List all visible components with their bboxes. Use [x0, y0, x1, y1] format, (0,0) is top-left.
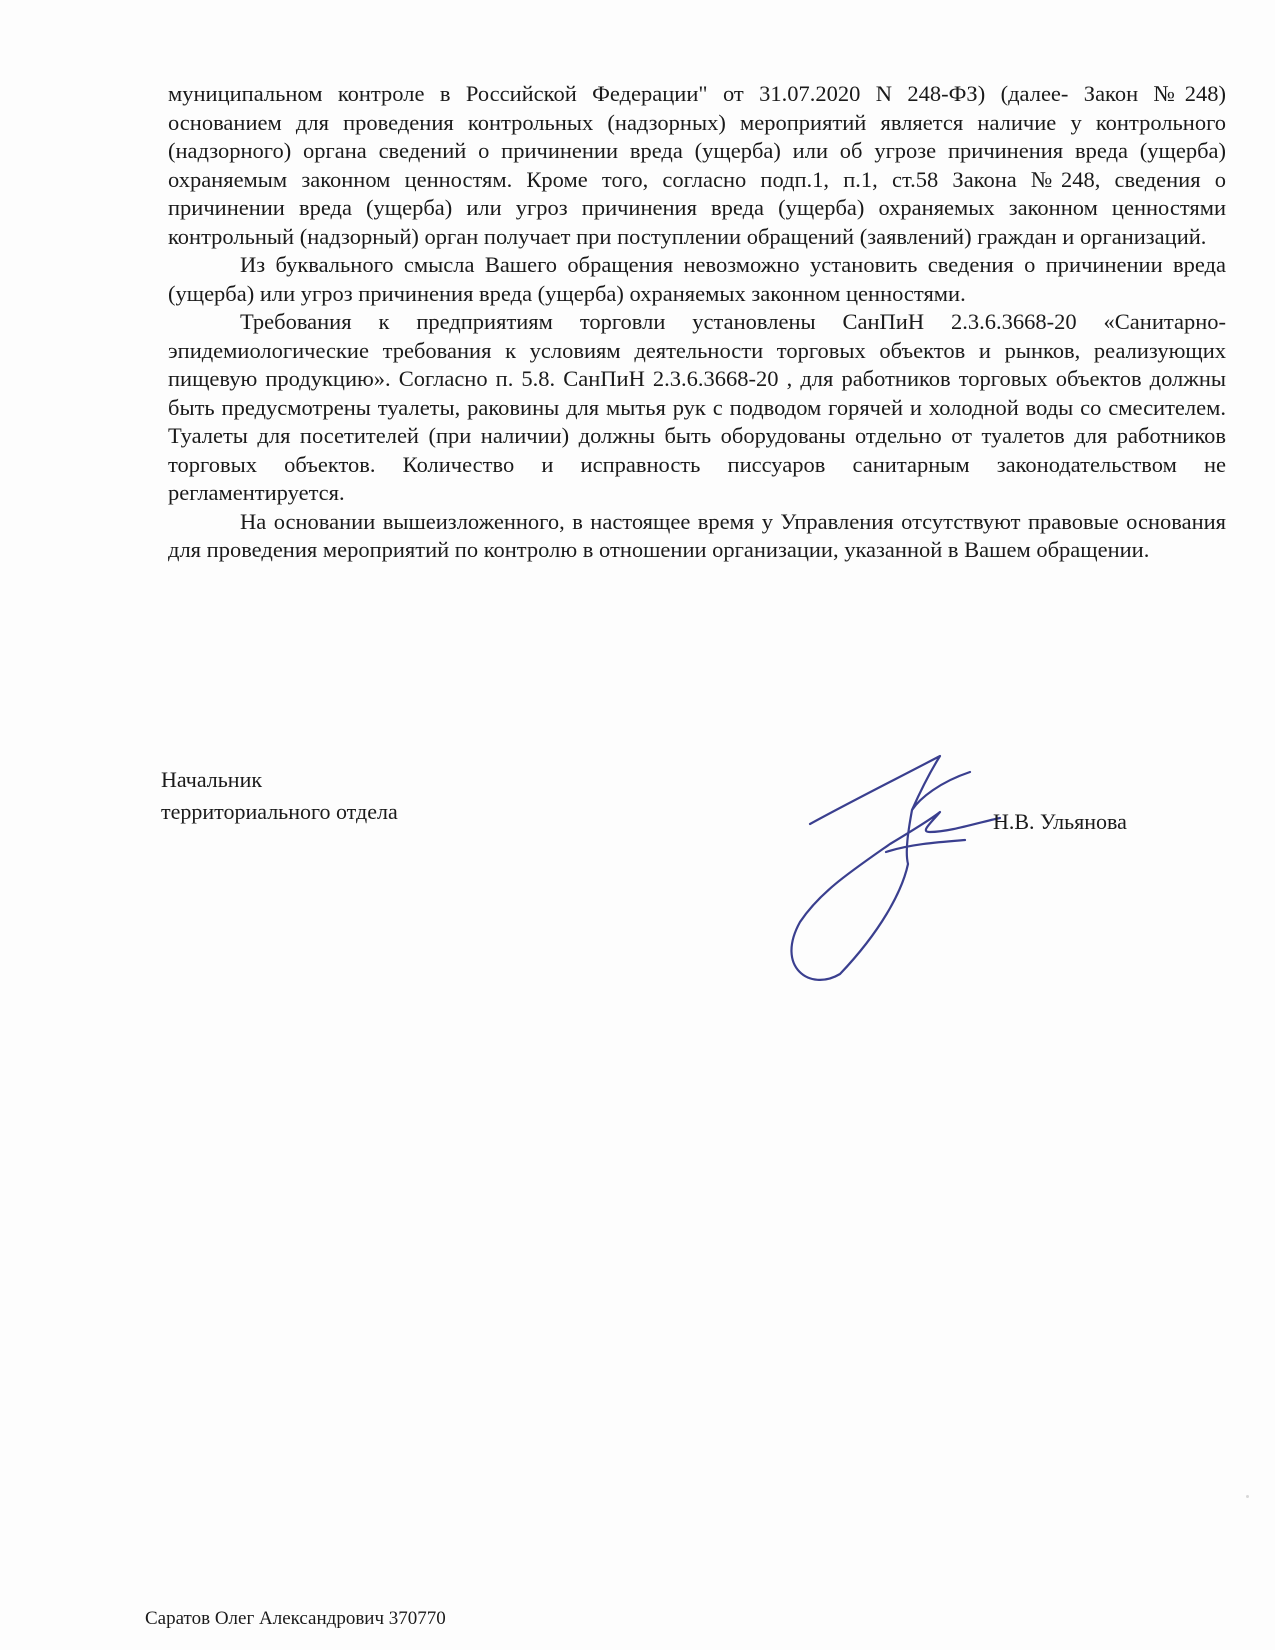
executor-line: Саратов Олег Александрович 370770 [145, 1608, 446, 1629]
letter-body [168, 80, 1226, 565]
position-department: территориального отдела [161, 799, 398, 824]
position-title: Начальник [161, 767, 263, 792]
paragraph-legal-basis: муниципальном контроле в Российской Федерации" от 31.07.2020 N 248-ФЗ) (далее- Закон №248) основанием для проведения контрольных (надзорных) мероприятий является наличие у контрольного (надзорного) органа сведений о причинении вреда (ущерба) или об угрозе причинения вреда (ущерба) охраняемым законном ценностям. Кроме того, согласно подп.1, п.1, ст.58 Закона №248, сведения о причинении вреда (ущерба) или угроз причинения вреда (ущерба) охраняемых законном ценностями контрольный (надзорный) орган получает при поступлении обращений (заявлений) граждан и организаций. [168, 81, 1226, 249]
signatory-position [161, 764, 398, 828]
paragraph-conclusion: На основании вышеизложенного, в настоящее время у Управления отсутствуют правовые основания для проведения мероприятий по контролю в отношении организации, указанной в Вашем обращении. [168, 508, 1226, 562]
scan-artifact [1246, 1495, 1249, 1498]
paragraph-sanpin-requirements: Требования к предприятиям торговли установлены СанПиН 2.3.6.3668-20 «Санитарно-эпидемиологические требования к условиям деятельности торговых объектов и рынков, реализующих пищевую продукцию». Согласно п. 5.8. СанПиН 2.3.6.3668-20 , для работников торговых объектов должны быть предусмотрены туалеты, раковины для мытья рук с подводом горячей и холодной воды со смесителем. Туалеты для посетителей (при наличии) должны быть оборудованы отдельно от туалетов для работников торговых объектов. Количество и исправность писсуаров санитарным законодательством не регламентируется. [168, 309, 1226, 505]
signer-name: Н.В. Ульянова [993, 809, 1127, 834]
paragraph-no-evidence: Из буквального смысла Вашего обращения невозможно установить сведения о причинении вреда (ущерба) или угроз причинения вреда (ущерба) охраняемых законном ценностями. [168, 252, 1226, 306]
handwritten-signature [780, 752, 1040, 992]
